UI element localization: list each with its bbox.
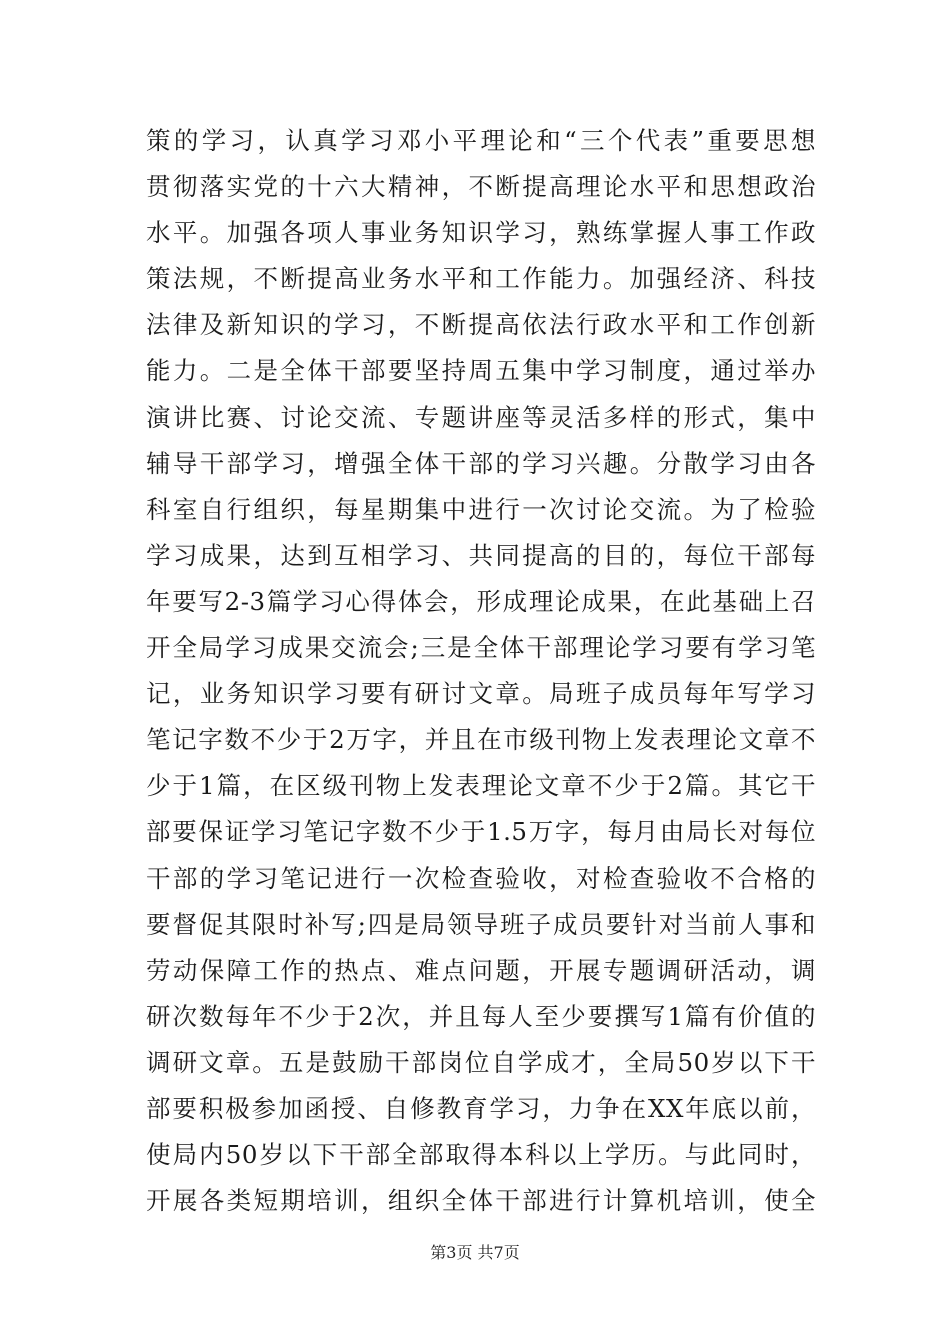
text-line: 能力。二是全体干部要坚持周五集中学习制度，通过举办 xyxy=(146,356,816,386)
text-line: 贯彻落实党的十六大精神，不断提高理论水平和思想政治 xyxy=(146,172,816,202)
text-line: 部要保证学习笔记字数不少于1.5万字，每月由局长对每位 xyxy=(146,817,816,847)
text-line: 开全局学习成果交流会;三是全体干部理论学习要有学习笔 xyxy=(146,633,816,663)
text-line: 年要写2-3篇学习心得体会，形成理论成果，在此基础上召 xyxy=(146,586,816,616)
text-line: 策法规，不断提高业务水平和工作能力。加强经济、科技 xyxy=(146,264,816,294)
body-text xyxy=(146,118,816,1224)
text-line: 研次数每年不少于2次，并且每人至少要撰写1篇有价值的 xyxy=(146,1001,816,1031)
text-line: 干部的学习笔记进行一次检查验收，对检查验收不合格的 xyxy=(146,863,816,893)
page-number-footer: 第3页 共7页 xyxy=(430,1243,520,1262)
text-line: 水平。加强各项人事业务知识学习，熟练掌握人事工作政 xyxy=(146,218,816,248)
text-line: 开展各类短期培训，组织全体干部进行计算机培训，使全 xyxy=(146,1186,816,1216)
text-line: 部要积极参加函授、自修教育学习，力争在XX年底以前， xyxy=(146,1093,816,1123)
text-line: 笔记字数不少于2万字，并且在市级刊物上发表理论文章不 xyxy=(146,725,816,755)
text-line: 劳动保障工作的热点、难点问题，开展专题调研活动，调 xyxy=(146,955,816,985)
text-line: 要督促其限时补写;四是局领导班子成员要针对当前人事和 xyxy=(146,909,816,939)
text-line: 少于1篇，在区级刊物上发表理论文章不少于2篇。其它干 xyxy=(146,771,816,801)
text-line: 演讲比赛、讨论交流、专题讲座等灵活多样的形式，集中 xyxy=(146,402,816,432)
text-line: 策的学习，认真学习邓小平理论和“三个代表”重要思想 xyxy=(146,126,816,155)
text-line: 辅导干部学习，增强全体干部的学习兴趣。分散学习由各 xyxy=(146,448,816,478)
text-line: 法律及新知识的学习，不断提高依法行政水平和工作创新 xyxy=(146,310,816,340)
text-line: 调研文章。五是鼓励干部岗位自学成才，全局50岁以下干 xyxy=(146,1047,816,1077)
text-line: 学习成果，达到互相学习、共同提高的目的，每位干部每 xyxy=(146,540,816,570)
text-line: 使局内50岁以下干部全部取得本科以上学历。与此同时， xyxy=(146,1140,816,1170)
text-line: 科室自行组织，每星期集中进行一次讨论交流。为了检验 xyxy=(146,494,816,524)
text-line: 记，业务知识学习要有研讨文章。局班子成员每年写学习 xyxy=(146,679,816,709)
